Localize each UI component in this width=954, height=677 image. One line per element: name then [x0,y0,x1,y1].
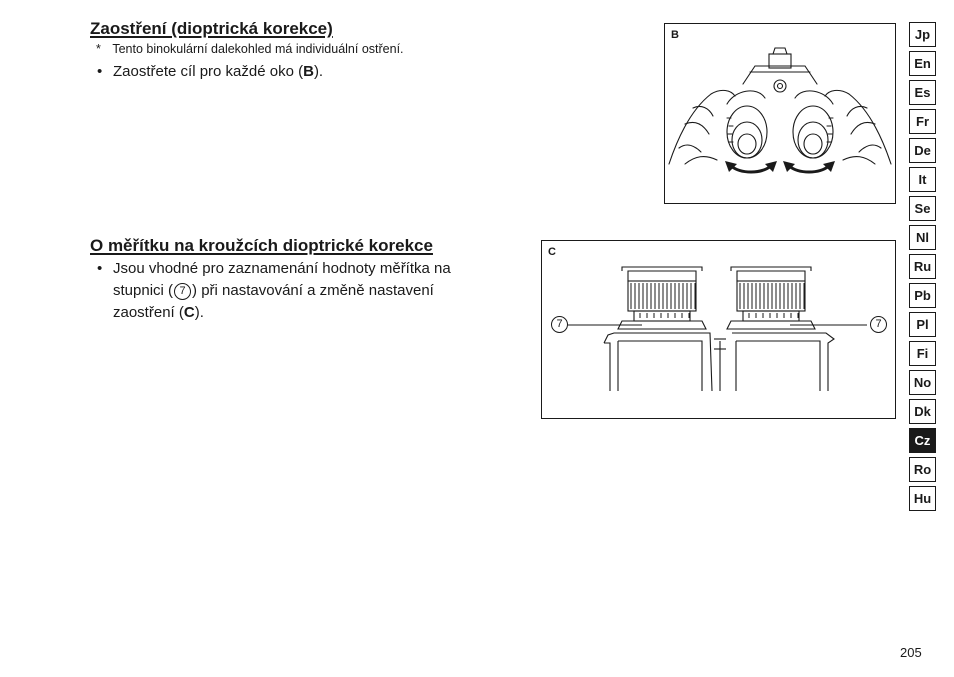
callout-left: 7 [551,316,568,333]
language-tab-cz[interactable]: Cz [909,428,936,453]
binoculars-hands-illustration [665,24,895,203]
bullet-focus-each-eye: • Zaostřete cíl pro každé oko (B). [97,63,324,80]
language-tab-se[interactable]: Se [909,196,936,221]
language-tab-en[interactable]: En [909,51,936,76]
language-tab-fr[interactable]: Fr [909,109,936,134]
language-tabs [909,22,936,515]
language-tab-ru[interactable]: Ru [909,254,936,279]
bullet-scale-record: • Jsou vhodné pro zaznamenání hodnoty měřítka na stupnici ( 7 ) při nastavování a změně nastavení zaostření (C). [113,258,513,324]
note-marker: * [96,42,101,56]
language-tab-ro[interactable]: Ro [909,457,936,482]
language-tab-fi[interactable]: Fi [909,341,936,366]
section-title-focusing: Zaostření (dioptrická korekce) [90,19,333,38]
note-text: Tento binokulární dalekohled má individuální ostření. [112,42,404,56]
language-tab-jp[interactable]: Jp [909,22,936,47]
language-tab-pb[interactable]: Pb [909,283,936,308]
language-tab-pl[interactable]: Pl [909,312,936,337]
bullet-line-2: stupnici ( 7 ) při nastavování a změně nastavení [113,282,434,299]
language-tab-nl[interactable]: Nl [909,225,936,250]
figure-b-label: B [671,29,679,41]
language-tab-dk[interactable]: Dk [909,399,936,424]
bullet-line-3: zaostření (C). [113,304,204,321]
language-tab-es[interactable]: Es [909,80,936,105]
figure-ref-c: C [183,304,195,321]
bullet-line-1: Jsou vhodné pro zaznamenání hodnoty měřítka na [113,260,451,277]
figure-b [664,23,896,204]
figure-c-label: C [548,246,556,258]
language-tab-it[interactable]: It [909,167,936,192]
language-tab-de[interactable]: De [909,138,936,163]
note-individual-focus [96,42,404,56]
language-tab-hu[interactable]: Hu [909,486,936,511]
callout-number: 7 [174,283,191,300]
section-title-scale: O měřítku na kroužcích dioptrické korekce [90,236,433,255]
page-number: 205 [900,645,922,660]
figure-c [541,240,896,419]
callout-right: 7 [870,316,887,333]
bullet-text: Zaostřete cíl pro každé oko ( [113,63,304,80]
diopter-rings-illustration [542,241,895,418]
language-tab-no[interactable]: No [909,370,936,395]
figure-ref-b: B [303,63,314,80]
